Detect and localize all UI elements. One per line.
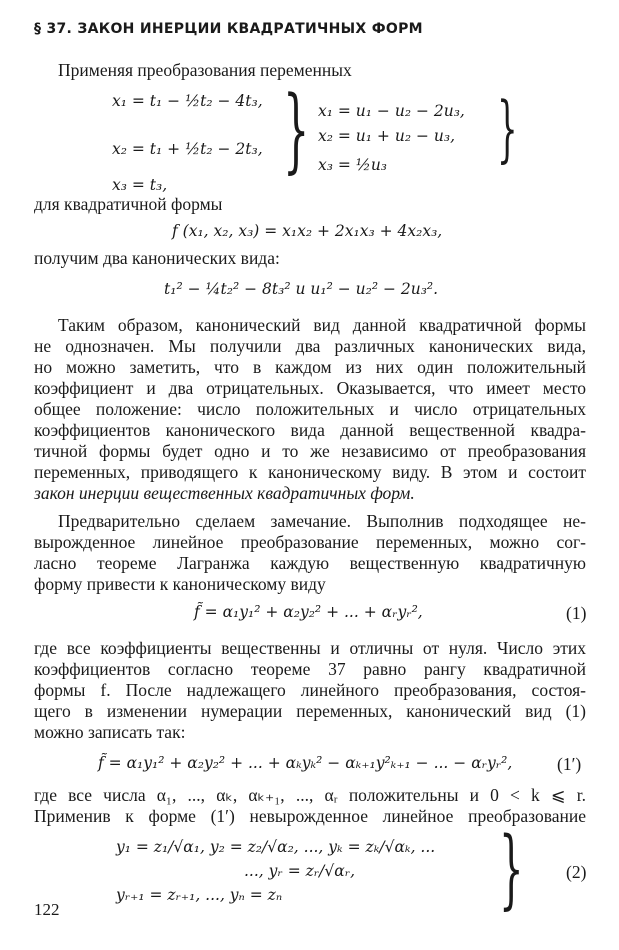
- equation-1-prime: f̃ = α₁y₁² + α₂y₂² + ... + αₖyₖ² − αₖ₊₁y²ₖ₊₁ − ... − αᵣyᵣ²,: [98, 754, 513, 772]
- para1-line: коэффициент и два отрицательных. Оказывается, что имеет место: [34, 378, 586, 398]
- para2-line: ласно теореме Лагранжа каждую вещественную квадратичную: [34, 553, 586, 573]
- para2-line: вырожденное линейное преобразование переменных, можно сог-: [34, 532, 586, 552]
- system2-row2: x₂ = u₁ + u₂ − u₃,: [318, 127, 455, 145]
- para2-line: Предварительно сделаем замечание. Выполнив подходящее не-: [58, 511, 586, 531]
- para1-line: не однозначен. Мы получили два различных канонических вида,: [34, 336, 586, 356]
- para3-line: щего в изменении нумерации переменных, канонический вид (1): [34, 701, 586, 721]
- para1-line: Таким образом, канонический вид данной квадратичной формы: [58, 315, 586, 335]
- page-number: 122: [34, 900, 60, 919]
- system2-right-brace: }: [497, 86, 518, 170]
- system2-row3: x₃ = ½u₃: [318, 156, 388, 174]
- para4-line: где все числа α₁, ..., αₖ, αₖ₊₁, ..., αᵣ положительны и 0 < k ⩽ r.: [34, 785, 586, 805]
- para1-line: переменных, приводящего к каноническому виду. В этом и состоит: [34, 462, 586, 482]
- para1-line: коэффициентов канонического вида данной вещественной квадра-: [34, 420, 586, 440]
- para1-line: но можно заметить, что в каждом из них один положительный: [34, 357, 586, 377]
- system1-row1: x₁ = t₁ − ½t₂ − 4t₃,: [112, 92, 263, 110]
- equation-2-row3: yᵣ₊₁ = zᵣ₊₁, ..., yₙ = zₙ: [116, 886, 283, 904]
- system1-row3: x₃ = t₃,: [112, 176, 168, 194]
- system1-right-brace: }: [283, 76, 310, 183]
- canonical-forms: t₁² − ¼t₂² − 8t₃² и u₁² − u₂² − 2u₃².: [164, 280, 439, 298]
- for-form-line: для квадратичной формы: [34, 194, 223, 214]
- equation-1-number: (1): [566, 603, 587, 623]
- para3-line: коэффициентов согласно теореме 37 равно рангу квадратичной: [34, 659, 586, 679]
- para3-line: где все коэффициенты вещественны и отличны от нуля. Число этих: [34, 638, 586, 658]
- para1-line: общее положение: число положительных и число отрицательных: [34, 399, 586, 419]
- equation-1: f̃ = α₁y₁² + α₂y₂² + ... + αᵣyᵣ²,: [194, 603, 423, 621]
- intro-line: Применяя преобразования переменных: [58, 60, 352, 80]
- equation-2-row2: ..., yᵣ = zᵣ/√αᵣ,: [244, 862, 356, 880]
- para1-line: тичной формы будет одно и то же независимо от преобразования: [34, 441, 586, 461]
- para3-line: формы f. После надлежащего линейного преобразования, состоя-: [34, 680, 586, 700]
- para3-line: можно записать так:: [34, 722, 186, 742]
- section-heading: § 37. ЗАКОН ИНЕРЦИИ КВАДРАТИЧНЫХ ФОРМ: [34, 21, 423, 37]
- system1-row2: x₂ = t₁ + ½t₂ − 2t₃,: [112, 140, 263, 158]
- para2-line: форму привести к каноническому виду: [34, 574, 326, 594]
- para4-line: Применив к форме (1′) невырожденное линейное преобразование: [34, 806, 586, 826]
- law-of-inertia-italic: закон инерции вещественных квадратичных форм.: [34, 483, 415, 503]
- system2-row1: x₁ = u₁ − u₂ − 2u₃,: [318, 102, 465, 120]
- equation-1-prime-number: (1′): [557, 754, 582, 774]
- equation-2-row1: y₁ = z₁/√α₁, y₂ = z₂/√α₂, ..., yₖ = zₖ/√αₖ, ...: [116, 838, 436, 856]
- equation-2-right-brace: }: [499, 819, 524, 919]
- quadratic-form: f (x₁, x₂, x₃) = x₁x₂ + 2x₁x₃ + 4x₂x₃,: [172, 222, 443, 240]
- equation-2-number: (2): [566, 862, 587, 882]
- got-two-line: получим два канонических вида:: [34, 248, 280, 268]
